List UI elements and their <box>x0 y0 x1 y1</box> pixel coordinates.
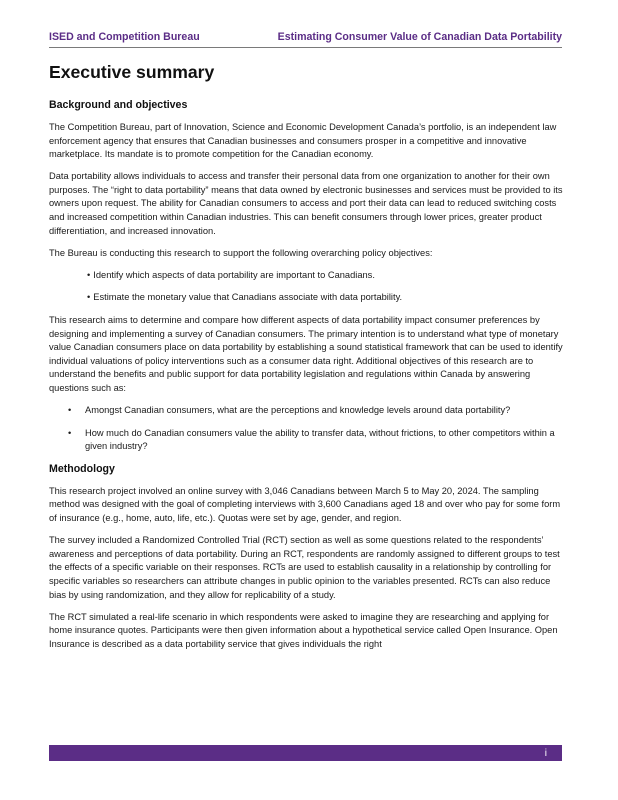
paragraph: Data portability allows individuals to access and transfer their personal data from one organization to another for their own purposes. The “right to data portability” means that data owned by electronic businesses and services must be provided to its owners upon request. The ability for Canadian consumers to access and port their data can lead to reduced switching costs and increased competition within Canadian industries. This can benefit consumers through lower prices, greater product differentiation, and increased innovation. <box>49 171 563 236</box>
objectives-list <box>49 269 564 305</box>
header-left-title: ISED and Competition Bureau <box>49 31 200 43</box>
page-content <box>49 62 564 660</box>
paragraph: This research aims to determine and compare how different aspects of data portability impact consumer preferences by designing and implementing a survey of Canadian consumers. The primary intention is to understand what type of monetary value Canadian consumers place on data portability by establishing a sound statistical framework that can be used to identify individual valuations of policy interventions such as a consumer data right. Additional objectives of this research are to understand the benefits and public support for data portability legislation and regulations within Canada by answering questions such as: <box>49 315 563 393</box>
list-item: • Identify which aspects of data portability are important to Canadians. <box>87 269 564 283</box>
paragraph: The Competition Bureau, part of Innovation, Science and Economic Development Canada’s portfolio, is an independent law enforcement agency that ensures that Canadian businesses and consumers prosper in a competitive and innovative marketplace. Its mandate is to promote competition for the Canadian economy. <box>49 122 557 160</box>
paragraph: The survey included a Randomized Controlled Trial (RCT) section as well as some questions related to the respondents’ awareness and perceptions of data portability. During an RCT, respondents are randomly assigned to different groups to test the effects of a specific variable on their responses. RCTs are used to establish causality in a relationship by controlling for specific variables so researchers can attribute changes in public opinion to the variables presented. RCTs can also reduce bias by using randomization, and they allow for replicability of a study. <box>49 535 560 600</box>
paragraph: The Bureau is conducting this research to support the following overarching policy objectives: <box>49 247 433 258</box>
paragraph: The RCT simulated a real-life scenario in which respondents were asked to imagine they are researching and applying for home insurance quotes. Participants were then given information about a hypothetical service called Open Insurance. Open Insurance is described as a data portability service that gives individuals the right <box>49 611 558 649</box>
questions-list <box>49 404 564 454</box>
list-item: • Estimate the monetary value that Canadians associate with data portability. <box>87 291 564 305</box>
list-item: • How much do Canadian consumers value the ability to transfer data, without frictions, to other competitors within a given industry? <box>49 427 564 454</box>
list-item: • Amongst Canadian consumers, what are the perceptions and knowledge levels around data portability? <box>49 404 564 418</box>
section-heading-background: Background and objectives <box>49 99 188 111</box>
running-header <box>49 31 562 48</box>
footer-bar <box>49 745 562 761</box>
page-number: i <box>544 747 547 759</box>
paragraph: This research project involved an online survey with 3,046 Canadians between March 5 to May 20, 2024. The sampling method was designed with the goal of completing interviews with 3,600 Canadians aged 18 and over who pay for some form of insurance (e.g., home, auto, life, etc.). Quotas were set by age, gender, and region. <box>49 485 561 524</box>
section-heading-methodology: Methodology <box>49 462 115 475</box>
header-right-title: Estimating Consumer Value of Canadian Data Portability <box>277 31 562 43</box>
page-title: Executive summary <box>49 62 215 82</box>
